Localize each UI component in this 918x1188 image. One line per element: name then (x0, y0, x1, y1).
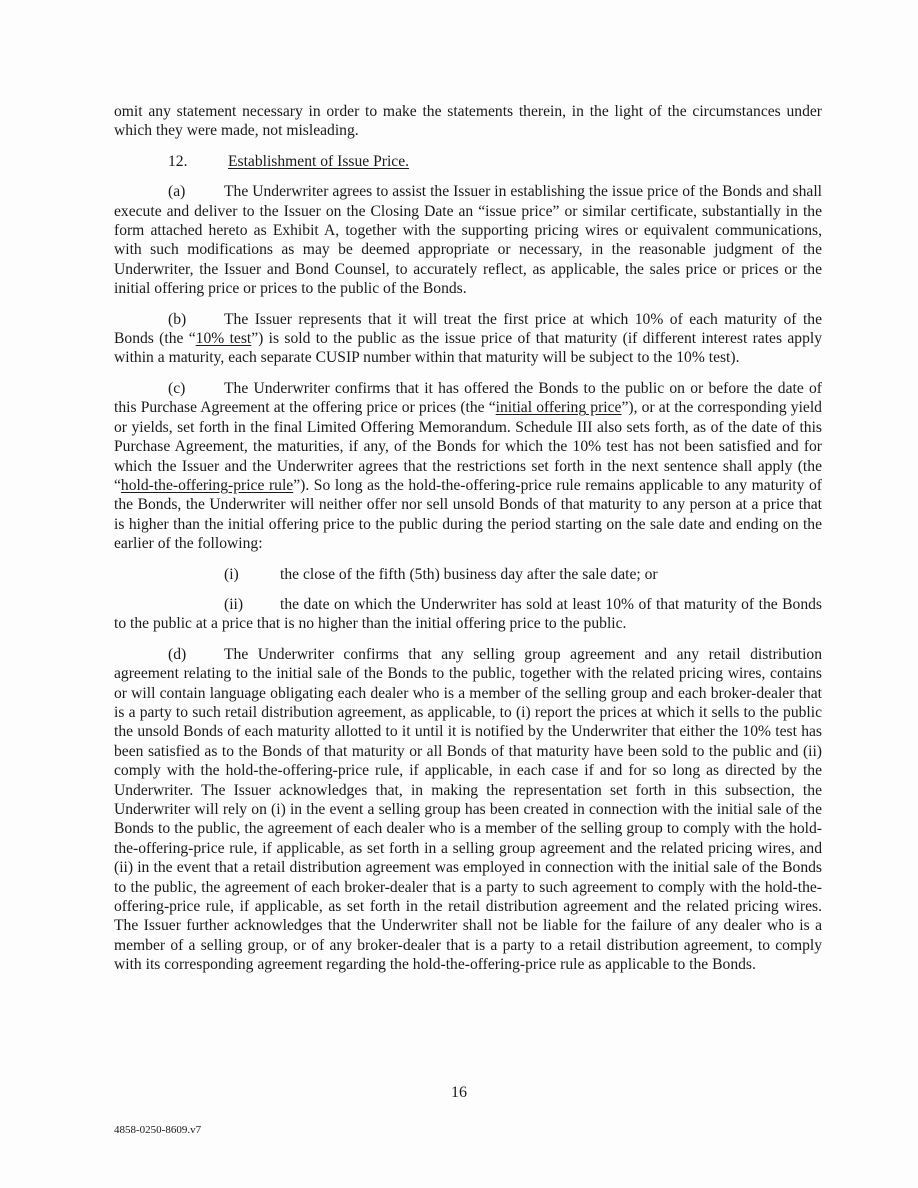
defined-term-10-percent-test: 10% test (195, 330, 252, 348)
section-number: 12. (168, 152, 188, 170)
subparagraph-ii-text: the date on which the Underwriter has sold at least 10% of that maturity of the Bonds to the public at a price that is no higher than the initial offering price to the public. (114, 595, 822, 633)
paragraph-b-label: (b) (168, 310, 187, 328)
defined-term-hold-the-offering-price-rule: hold-the-offering-price rule (120, 476, 294, 494)
document-id: 4858-0250-8609.v7 (114, 1124, 202, 1136)
subparagraph-i (114, 565, 822, 584)
paragraph-c-text-2: ”), or at the corresponding yield or yields, set forth in the final Limited Offering Memorandum. Schedule III also sets forth, as of the date of this Purchase Agreement, the maturities, if any, of the Bonds for which the 10% test has not been satisfied and for which the Issuer and the Underwriter agrees that the restrictions set forth in the next sentence shall apply (the “ (114, 399, 822, 494)
paragraph-a (114, 182, 822, 298)
paragraph-c-text-3: ”). So long as the hold-the-offering-price rule remains applicable to any maturity of the Bonds, the Underwriter will neither offer nor sell unsold Bonds of that maturity to any person at a price that is higher than the initial offering price to the public during the period starting on the sale date and ending on the earlier of the following: (114, 476, 822, 553)
paragraph-d-text: The Underwriter confirms that any selling group agreement and any retail distribution agreement relating to the initial sale of the Bonds to the public, together with the related pricing wires, contains or will contain language obligating each dealer who is a member of the selling group and each broker-dealer that is a party to such retail distribution agreement, as applicable, to (i) report the prices at which it sells to the public the unsold Bonds of each maturity allotted to it until it is notified by the Underwriter that either the 10% test has been satisfied as to the Bonds of that maturity or all Bonds of that maturity have been sold to the public and (ii) comply with the hold-the-offering-price rule, if applicable, in each case if and for so long as directed by the Underwriter. The Issuer acknowledges that, in making the representation set forth in this subsection, the Underwriter will rely on (i) in the event a selling group has been created in connection with the initial sale of the Bonds to the public, the agreement of each dealer who is a member of the selling group to comply with the hold-the-offering-price rule, if applicable, as set forth in a selling group agreement and the related pricing wires, and (ii) in the event that a retail distribution agreement was employed in connection with the initial sale of the Bonds to the public, the agreement of each broker-dealer that is a party to such agreement to comply with the hold-the-offering-price rule, if applicable, as set forth in the retail distribution agreement and the related pricing wires. The Issuer further acknowledges that the Underwriter shall not be liable for the failure of any dealer who is a member of a selling group, or of any broker-dealer that is a party to a retail distribution agreement, to comply with its corresponding agreement regarding the hold-the-offering-price rule as applicable to the Bonds. (114, 645, 822, 974)
paragraph-b-text-2: ”) is sold to the public as the issue price of that maturity (if different interest rates apply within a maturity, each separate CUSIP number within that maturity will be subject to the 10% test). (114, 330, 823, 367)
document-body (114, 102, 822, 975)
subparagraph-ii (114, 595, 822, 634)
paragraph-b-text-1: The Issuer represents that it will treat the first price at which 10% of each maturity of the Bonds (the “ (114, 310, 822, 348)
section-heading (114, 152, 822, 171)
intro-paragraph: omit any statement necessary in order to make the statements therein, in the light of the circumstances under which they were made, not misleading. (114, 103, 822, 140)
page-number: 16 (451, 1084, 467, 1101)
paragraph-a-text: The Underwriter agrees to assist the Issuer in establishing the issue price of the Bonds and shall execute and deliver to the Issuer on the Closing Date an “issue price” or similar certificate, substantially in the form attached hereto as Exhibit A, together with the supporting pricing wires or equivalent communications, with such modifications as may be deemed appropriate or necessary, in the reasonable judgment of the Underwriter, the Issuer and Bond Counsel, to accurately reflect, as applicable, the sales price or prices or the initial offering price or prices to the public of the Bonds. (114, 183, 822, 298)
paragraph-c (114, 379, 822, 554)
paragraph-c-text-1: The Underwriter confirms that it has offered the Bonds to the public on or before the date of this Purchase Agreement at the offering price or prices (the “ (114, 379, 822, 417)
paragraph-c-label: (c) (168, 379, 186, 397)
paragraph-a-label: (a) (168, 183, 186, 201)
paragraph-d (114, 645, 822, 975)
subparagraph-i-label: (i) (224, 565, 239, 583)
paragraph-d-label: (d) (168, 645, 187, 663)
subparagraph-ii-label: (ii) (224, 595, 244, 613)
subparagraph-i-text: the close of the fifth (5th) business day after the sale date; or (280, 565, 658, 583)
section-title: Establishment of Issue Price. (228, 152, 410, 170)
paragraph-b (114, 310, 822, 368)
defined-term-initial-offering-price: initial offering price (495, 399, 622, 417)
